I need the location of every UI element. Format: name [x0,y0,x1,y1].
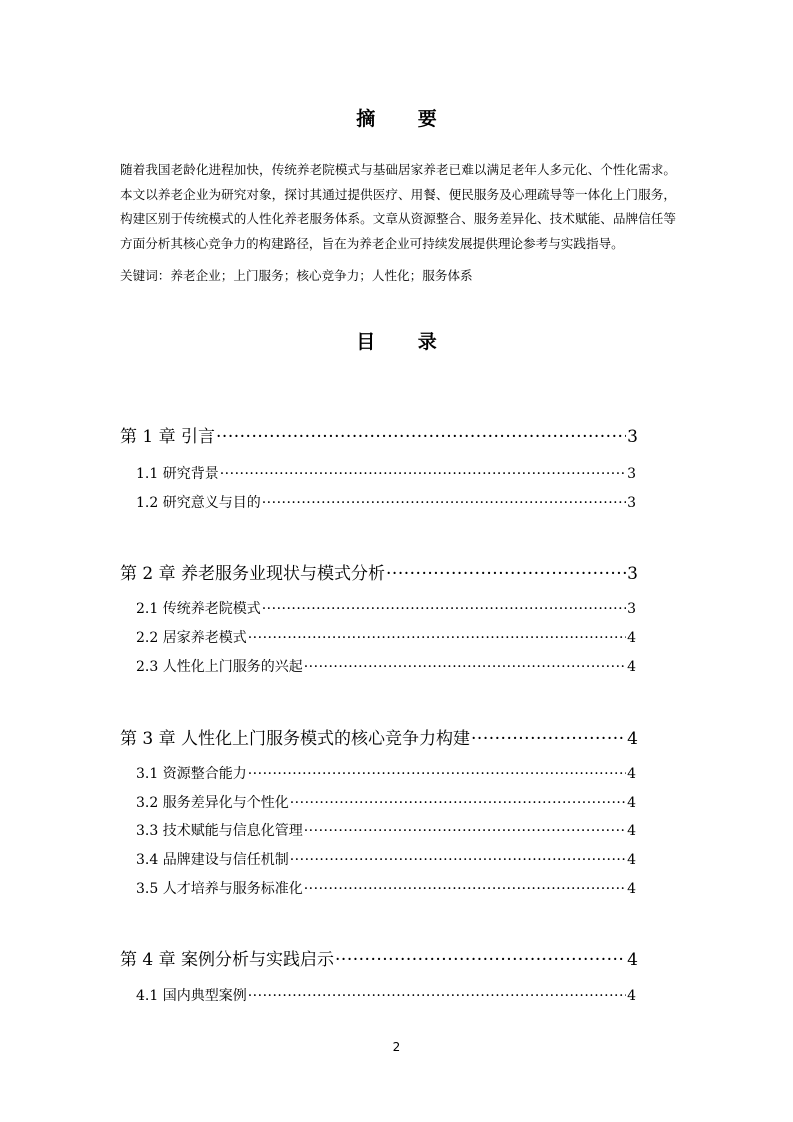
toc-leader [262,601,626,617]
toc-section-3-5[interactable] [136,878,636,898]
toc-page-number: 4 [627,659,636,675]
toc-leader [290,852,626,868]
toc-page-number: 4 [627,766,636,782]
toc-section-3-1[interactable] [136,763,636,783]
toc-section-3-4[interactable] [136,849,636,869]
toc-page-number: 3 [627,427,638,447]
toc-leader [262,495,626,511]
toc-chapter-label: 第 2 章 养老服务业现状与模式分析 [120,564,386,584]
toc-leader [216,427,626,447]
toc-section-4-1[interactable] [136,985,636,1005]
toc-section-1-2[interactable] [136,492,636,512]
toc-section-2-1[interactable] [136,598,636,618]
toc-page-number: 3 [627,495,636,511]
toc-section-1-1[interactable] [136,463,636,483]
toc-page-number: 4 [627,881,636,897]
toc-leader [471,729,626,749]
toc-section-label: 2.2 居家养老模式 [136,630,247,646]
toc-section-2-2[interactable] [136,627,636,647]
keywords: 关键词：养老企业；上门服务；核心竞争力；人性化；服务体系 [120,268,473,283]
toc-page-number: 4 [627,795,636,811]
toc-chapter-3[interactable] [120,724,638,749]
toc-leader [248,630,626,646]
toc-section-label: 3.3 技术赋能与信息化管理 [136,823,303,839]
toc-page-number: 3 [627,601,636,617]
toc-section-label: 2.3 人性化上门服务的兴起 [136,659,303,675]
toc-leader [304,659,626,675]
toc-leader [386,564,626,584]
toc-page-number: 4 [627,630,636,646]
toc-chapter-label: 第 4 章 案例分析与实践启示 [120,950,335,970]
toc-section-3-2[interactable] [136,792,636,812]
toc-leader [304,881,626,897]
toc-leader [248,766,626,782]
toc-section-label: 2.1 传统养老院模式 [136,601,261,617]
abstract-title: 摘 要 [356,108,455,130]
page-number: 2 [392,1040,401,1054]
toc-chapter-4[interactable] [120,945,638,970]
abstract-body: 随着我国老龄化进程加快，传统养老院模式与基础居家养老已难以满足老年人多元化、个性化需求。本文以养老企业为研究对象，探讨其通过提供医疗、用餐、便民服务及心理疏导等一体化上门服务，构建区别于传统模式的人性化养老服务体系。文章从资源整合、服务差异化、技术赋能、品牌信任等方面分析其核心竞争力的构建路径，旨在为养老企业可持续发展提供理论参考与实践指导。 [120,162,676,251]
toc-page-number: 4 [627,729,638,749]
toc-leader [290,795,626,811]
toc-title: 目 录 [356,331,455,353]
toc-page-number: 3 [627,564,638,584]
toc-section-label: 3.1 资源整合能力 [136,766,247,782]
toc-section-label: 3.5 人才培养与服务标准化 [136,881,303,897]
toc-page-number: 4 [627,950,638,970]
toc-leader [248,988,626,1004]
toc-section-label: 1.1 研究背景 [136,466,219,482]
toc-leader [335,950,626,970]
toc-section-2-3[interactable] [136,656,636,676]
toc-page-number: 3 [627,466,636,482]
toc-chapter-1[interactable] [120,422,638,447]
toc-chapter-2[interactable] [120,559,638,584]
toc-section-label: 1.2 研究意义与目的 [136,495,261,511]
toc-page-number: 4 [627,823,636,839]
toc-leader [304,823,626,839]
toc-section-label: 3.2 服务差异化与个性化 [136,795,289,811]
toc-page-number: 4 [627,852,636,868]
toc-leader [220,466,626,482]
toc-section-label: 3.4 品牌建设与信任机制 [136,852,289,868]
toc-page-number: 4 [627,988,636,1004]
toc-section-3-3[interactable] [136,820,636,840]
toc-chapter-label: 第 3 章 人性化上门服务模式的核心竞争力构建 [120,729,471,749]
toc-chapter-label: 第 1 章 引言 [120,427,216,447]
toc-section-label: 4.1 国内典型案例 [136,988,247,1004]
